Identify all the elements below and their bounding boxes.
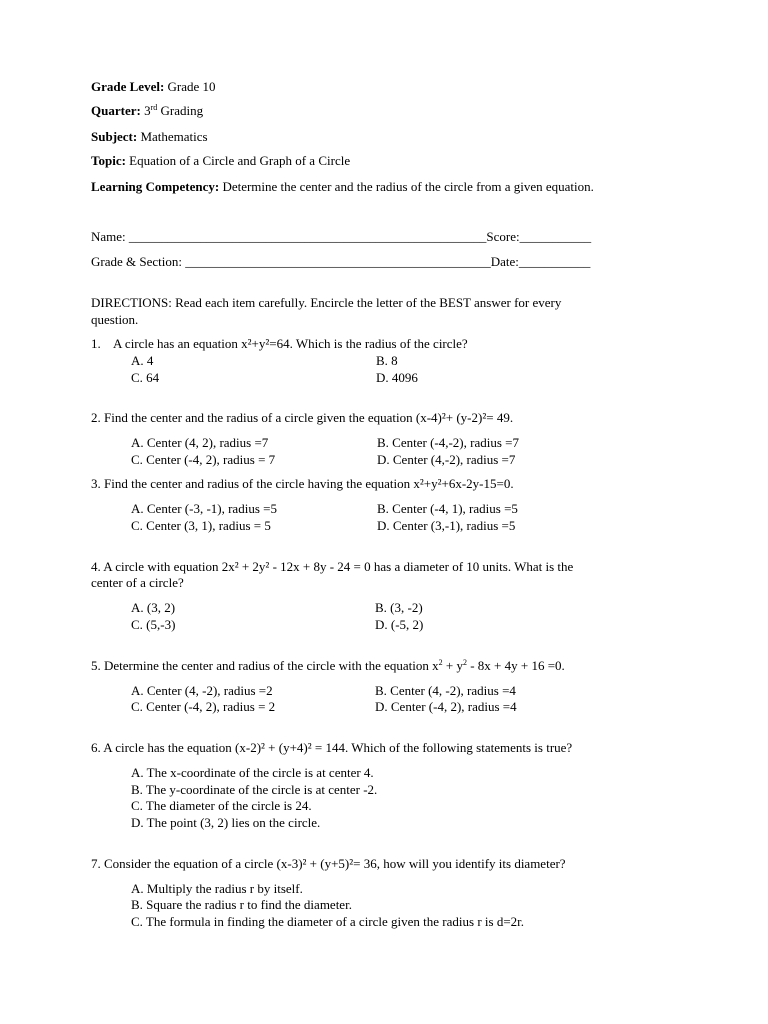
competency-line bbox=[91, 179, 594, 195]
q6-option-c: C. The diameter of the circle is 24. bbox=[131, 798, 312, 813]
q4-option-a: A. (3, 2) bbox=[131, 600, 176, 615]
quarter-rest: Grading bbox=[160, 103, 204, 118]
grade-level-value: Grade 10 bbox=[167, 79, 216, 94]
q2-option-d: D. Center (4,-2), radius =7 bbox=[377, 452, 516, 467]
q1-option-a: A. 4 bbox=[131, 353, 154, 368]
question-2: 2. Find the center and the radius of a circle given the equation (x-4)²+ (y-2)²= 49. bbox=[91, 410, 514, 425]
question-5-text-part-3: - 8x + 4y + 16 =0. bbox=[466, 658, 565, 673]
question-5-text-part-1: 5. Determine the center and radius of the circle with the equation x bbox=[91, 658, 439, 673]
q7-option-a: A. Multiply the radius r by itself. bbox=[131, 881, 303, 896]
quarter-ordinal: rd bbox=[150, 103, 158, 112]
subject-label: Subject: bbox=[91, 129, 138, 144]
question-3: 3. Find the center and radius of the circle having the equation x²+y²+6x-2y-15=0. bbox=[91, 476, 514, 491]
topic-line bbox=[91, 153, 350, 169]
question-4-line-2: center of a circle? bbox=[91, 575, 184, 590]
q7-option-b: B. Square the radius r to find the diameter. bbox=[131, 897, 352, 912]
competency-value: Determine the center and the radius of the circle from a given equation. bbox=[222, 179, 594, 194]
question-5-text-part-2: + y bbox=[442, 658, 463, 673]
q2-option-b: B. Center (-4,-2), radius =7 bbox=[377, 435, 519, 450]
grade-level-line bbox=[91, 79, 216, 95]
q2-option-c: C. Center (-4, 2), radius = 7 bbox=[131, 452, 276, 467]
question-5-superscript-2: 2 bbox=[462, 658, 467, 667]
q2-option-a: A. Center (4, 2), radius =7 bbox=[131, 435, 269, 450]
q7-option-c: C. The formula in finding the diameter of a circle given the radius r is d=2r. bbox=[131, 914, 525, 929]
directions-line-2: question. bbox=[91, 312, 139, 327]
q6-option-d: D. The point (3, 2) lies on the circle. bbox=[131, 815, 321, 830]
subject-value: Mathematics bbox=[140, 129, 208, 144]
subject-line bbox=[91, 129, 208, 145]
quarter-number: 3 bbox=[144, 103, 151, 118]
quarter-label: Quarter: bbox=[91, 103, 141, 118]
topic-value: Equation of a Circle and Graph of a Circle bbox=[129, 153, 351, 168]
section-date-field: Grade & Section: _______________________________________________Date:___________ bbox=[91, 254, 591, 269]
q4-option-c: C. (5,-3) bbox=[131, 617, 176, 632]
question-4-line-1: 4. A circle with equation 2x² + 2y² - 12x + 8y - 24 = 0 has a diameter of 10 units. What is the bbox=[91, 559, 574, 574]
q3-option-d: D. Center (3,-1), radius =5 bbox=[377, 518, 516, 533]
q1-option-b: B. 8 bbox=[376, 353, 398, 368]
question-7: 7. Consider the equation of a circle (x-3)² + (y+5)²= 36, how will you identify its diameter? bbox=[91, 856, 566, 871]
q3-option-b: B. Center (-4, 1), radius =5 bbox=[377, 501, 518, 516]
q5-option-c: C. Center (-4, 2), radius = 2 bbox=[131, 699, 276, 714]
q5-option-d: D. Center (-4, 2), radius =4 bbox=[375, 699, 517, 714]
question-5 bbox=[91, 658, 565, 674]
grade-level-label: Grade Level: bbox=[91, 79, 165, 94]
q6-option-b: B. The y-coordinate of the circle is at center -2. bbox=[131, 782, 378, 797]
q6-option-a: A. The x-coordinate of the circle is at center 4. bbox=[131, 765, 374, 780]
question-6: 6. A circle has the equation (x-2)² + (y+4)² = 144. Which of the following statements is true? bbox=[91, 740, 573, 755]
name-score-field: Name: _______________________________________________________Score:___________ bbox=[91, 229, 592, 244]
quarter-line bbox=[91, 103, 203, 119]
q1-option-c: C. 64 bbox=[131, 370, 160, 385]
question-1-text: A circle has an equation x²+y²=64. Which is the radius of the circle? bbox=[113, 336, 468, 351]
q3-option-a: A. Center (-3, -1), radius =5 bbox=[131, 501, 277, 516]
q4-option-b: B. (3, -2) bbox=[375, 600, 423, 615]
question-1-number: 1. bbox=[91, 336, 101, 351]
q5-option-a: A. Center (4, -2), radius =2 bbox=[131, 683, 273, 698]
directions-line-1: DIRECTIONS: Read each item carefully. Encircle the letter of the BEST answer for every bbox=[91, 295, 562, 310]
question-5-superscript-1: 2 bbox=[438, 658, 443, 667]
q5-option-b: B. Center (4, -2), radius =4 bbox=[375, 683, 516, 698]
question-1 bbox=[91, 336, 468, 352]
q4-option-d: D. (-5, 2) bbox=[375, 617, 424, 632]
q1-option-d: D. 4096 bbox=[376, 370, 418, 385]
competency-label: Learning Competency: bbox=[91, 179, 220, 194]
topic-label: Topic: bbox=[91, 153, 126, 168]
q3-option-c: C. Center (3, 1), radius = 5 bbox=[131, 518, 271, 533]
